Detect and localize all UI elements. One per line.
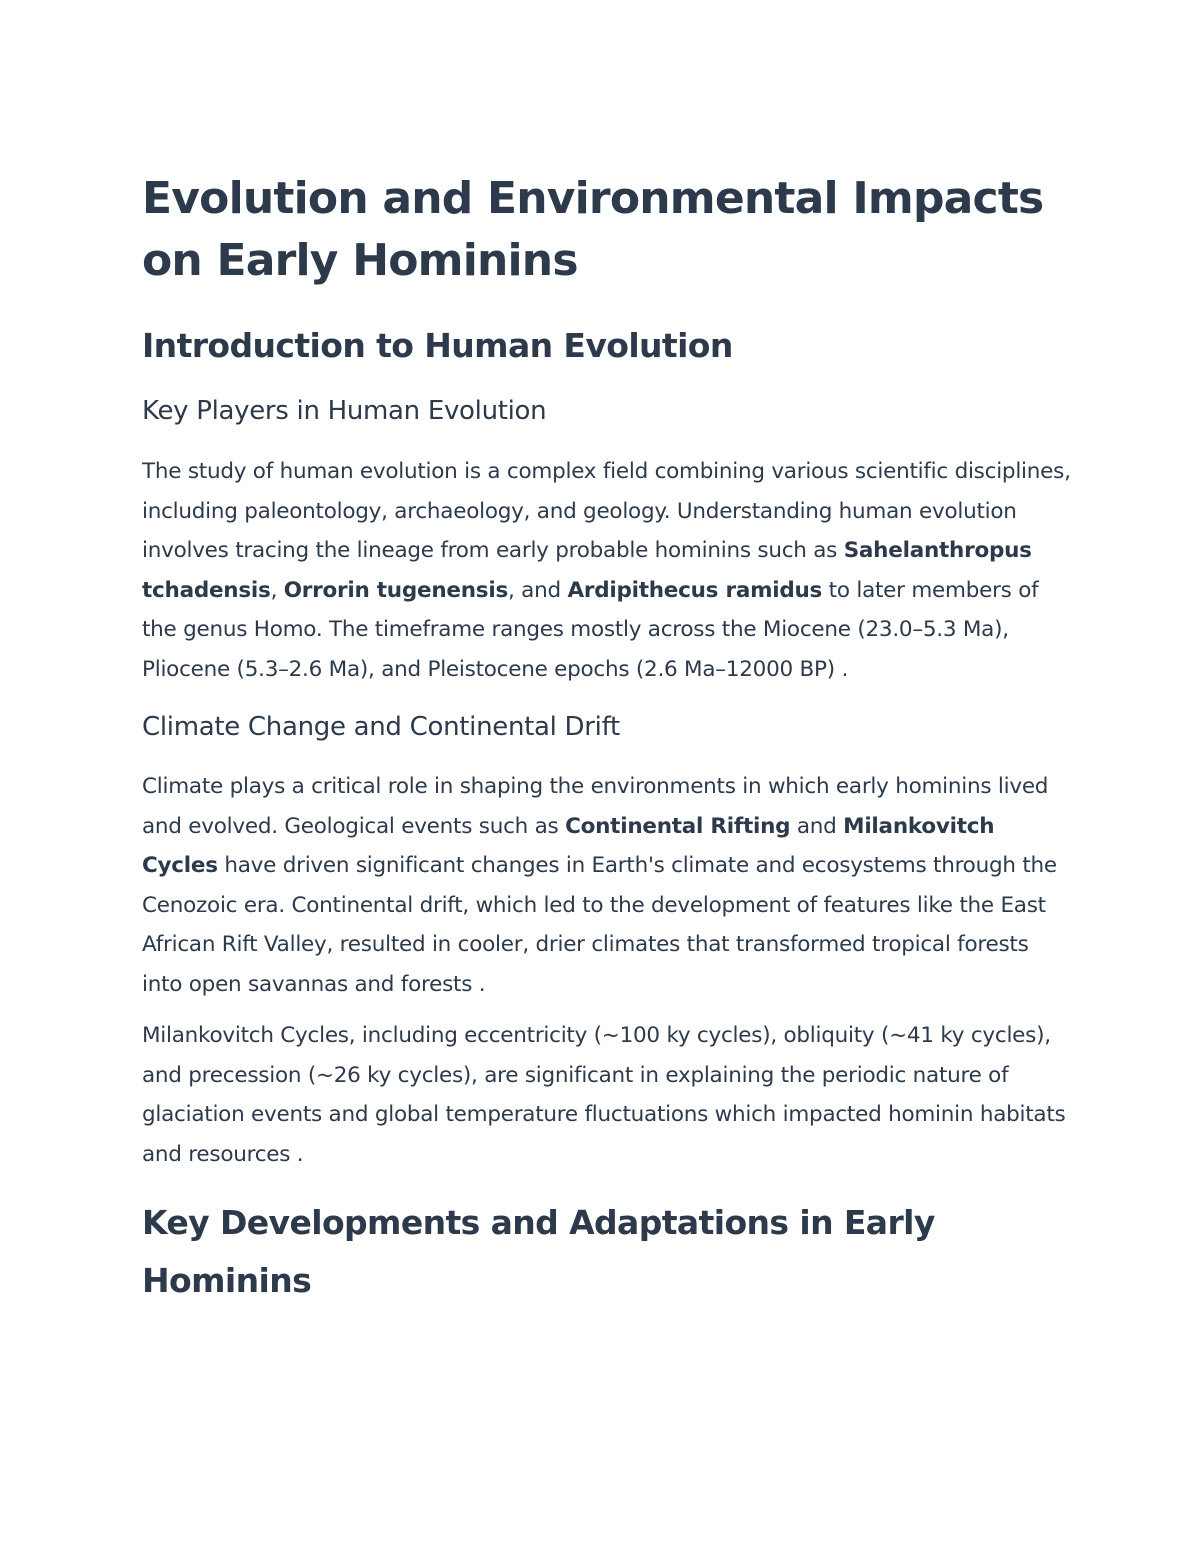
text-run: , and [508, 577, 568, 603]
paragraph-key-players [142, 452, 1072, 689]
document-page [142, 168, 1072, 1310]
text-run: to later members of the genus Homo. The timeframe ranges mostly across the Miocene (23.0–5.3 Ma), Pliocene (5.3–2.6 Ma), and Pleistocene epochs (2.6 Ma–12000 BP) . [142, 577, 1039, 682]
text-run: and [790, 813, 844, 839]
text-run: have driven significant changes in Earth's climate and ecosystems through the Cenozoic era. Continental drift, which led to the development of features like the East African Rift Valley, resulted in cooler, drier climates that transformed tropical forests into open savannas and forests . [142, 853, 1057, 997]
document-title: Evolution and Environmental Impacts on Early Hominins [142, 173, 1044, 286]
term-sahelanthropus: Sahelanthropus tchadensis [142, 538, 1032, 603]
section-heading-introduction: Introduction to Human Evolution [142, 326, 733, 365]
subheading-key-players: Key Players in Human Evolution [142, 396, 547, 426]
term-milankovitch-cycles: Milankovitch Cycles [142, 813, 995, 878]
paragraph-climate-1 [142, 767, 1072, 1004]
section-heading-developments: Key Developments and Adaptations in Early Hominins [142, 1203, 935, 1300]
text-run: The study of human evolution is a complex field combining various scientific disciplines, including paleontology, archaeology, and geology. Understanding human evolution involves tracing the lineage from early probable hominins such as [142, 459, 1071, 563]
text-run: , [270, 577, 284, 603]
term-orrorin: Orrorin tugenensis [283, 577, 508, 603]
term-ardipithecus: Ardipithecus ramidus [567, 577, 823, 603]
paragraph-climate-2: Milankovitch Cycles, including eccentricity (~100 ky cycles), obliquity (~41 ky cycles), and precession (~26 ky cycles), are significant in explaining the periodic nature of glaciation events and global temperature fluctuations which impacted hominin habitats and resources . [142, 1023, 1066, 1167]
term-continental-rifting: Continental Rifting [565, 813, 791, 839]
text-run: Climate plays a critical role in shaping the environments in which early hominins lived and evolved. Geological events such as [142, 774, 1049, 839]
subheading-climate-change: Climate Change and Continental Drift [142, 712, 620, 742]
